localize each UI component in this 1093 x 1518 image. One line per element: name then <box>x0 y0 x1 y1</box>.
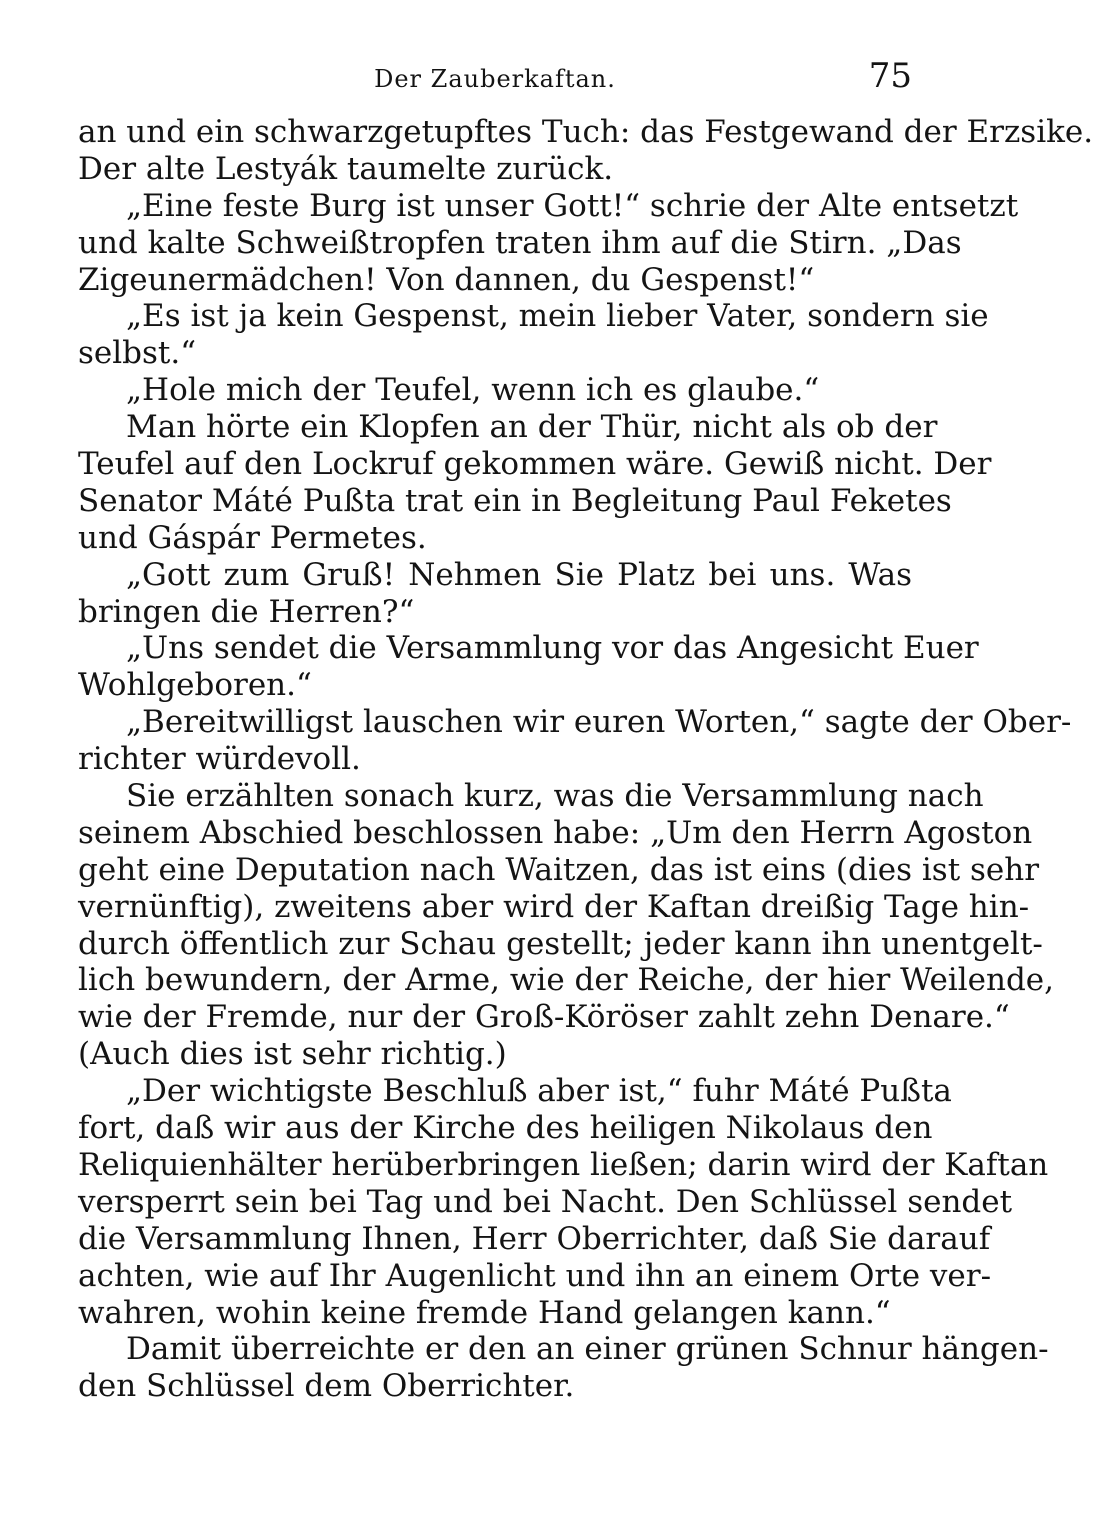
text-line: „Bereitwilligst lauschen wir euren Worten,“ sagte der Ober- <box>126 704 1072 741</box>
text-line: den Schlüssel dem Oberrichter. <box>78 1368 575 1405</box>
text-line: Sie erzählten sonach kurz, was die Versammlung nach <box>126 778 984 815</box>
text-line: (Auch dies ist sehr richtig.) <box>78 1036 507 1073</box>
text-line: die Versammlung Ihnen, Herr Oberrichter, daß Sie darauf <box>78 1220 991 1257</box>
text-line: lich bewundern, der Arme, wie der Reiche, der hier Weilende, <box>78 962 1054 999</box>
text-line: Man hörte ein Klopfen an der Thür, nicht als ob der <box>126 409 938 446</box>
text-line: Senator Máté Pußta trat ein in Begleitung Paul Feketes <box>78 482 952 519</box>
text-line: „Hole mich der Teufel, wenn ich es glaube.“ <box>126 372 820 409</box>
text-line: „Es ist ja kein Gespenst, mein lieber Vater, sondern sie <box>126 298 989 335</box>
text-line: durch öffentlich zur Schau gestellt; jeder kann ihn unentgelt- <box>78 925 1043 962</box>
text-line: wahren, wohin keine fremde Hand gelangen kann.“ <box>78 1294 891 1331</box>
text-line: „Der wichtigste Beschluß aber ist,“ fuhr Máté Pußta <box>126 1073 952 1110</box>
text-line: und kalte Schweißtropfen traten ihm auf die Stirn. „Das <box>78 224 962 261</box>
text-line: achten, wie auf Ihr Augenlicht und ihn an einem Orte ver- <box>78 1257 992 1294</box>
text-line: an und ein schwarzgetupftes Tuch: das Festgewand der Erzsike. <box>78 114 1093 150</box>
text-line: wie der Fremde, nur der Groß-Köröser zahlt zehn Denare.“ <box>78 999 1010 1036</box>
text-line: Der alte Lestyák taumelte zurück. <box>78 150 614 187</box>
text-line: bringen die Herren?“ <box>78 593 415 630</box>
page-number: 75 <box>868 56 912 96</box>
text-line: fort, daß wir aus der Kirche des heiligen Nikolaus den <box>78 1110 933 1147</box>
text-line: „Uns sendet die Versammlung vor das Angesicht Euer <box>126 630 979 667</box>
text-line: Teufel auf den Lockruf gekommen wäre. Gewiß nicht. Der <box>78 446 992 483</box>
text-line: Zigeunermädchen! Von dannen, du Gespenst!“ <box>78 261 815 298</box>
text-line: richter würdevoll. <box>78 741 361 778</box>
text-line: „Eine feste Burg ist unser Gott!“ schrie der Alte entsetzt <box>126 187 1019 224</box>
text-line: vernünftig), zweitens aber wird der Kaftan dreißig Tage hin- <box>78 888 1030 925</box>
text-line: Damit überreichte er den an einer grünen Schnur hängen- <box>126 1331 1049 1368</box>
text-line: geht eine Deputation nach Waitzen, das ist eins (dies ist sehr <box>78 851 1040 888</box>
text-line: „Gott zum Gruß! Nehmen Sie Platz bei uns. Was <box>126 556 912 593</box>
text-line: Wohlgeboren.“ <box>78 667 312 704</box>
text-line: seinem Abschied beschlossen habe: „Um den Herrn Agoston <box>78 814 1033 851</box>
body-text <box>78 114 1093 1405</box>
text-line: und Gáspár Permetes. <box>78 519 427 556</box>
page-header <box>78 48 912 100</box>
running-title: Der Zauberkaftan. <box>374 65 616 93</box>
text-line: versperrt sein bei Tag und bei Nacht. Den Schlüssel sendet <box>78 1183 1013 1220</box>
text-line: Reliquienhälter herüberbringen ließen; darin wird der Kaftan <box>78 1146 1049 1183</box>
text-line: selbst.“ <box>78 335 197 372</box>
